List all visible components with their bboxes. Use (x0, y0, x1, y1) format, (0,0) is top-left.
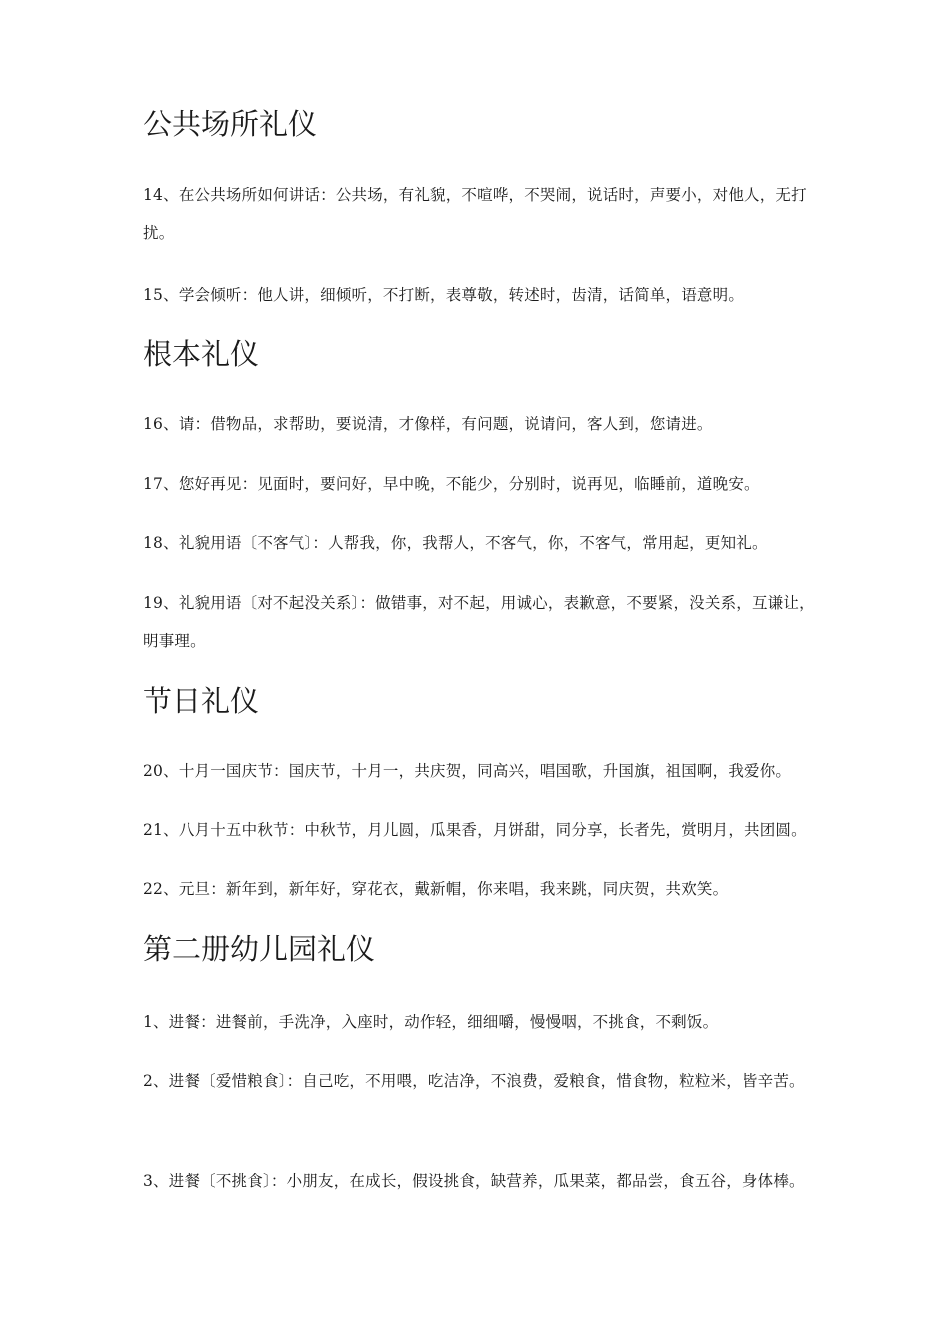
paragraph-item-14: 14、在公共场所如何讲话：公共场，有礼貌，不喧哗，不哭闹，说话时，声要小，对他人，无打扰。 (143, 186, 807, 242)
paragraph-item-16: 16、请：借物品，求帮助，要说清，才像样，有问题，说请问，客人到，您请进。 (143, 415, 713, 433)
paragraph-item-22: 22、元旦：新年到，新年好，穿花衣，戴新帽，你来唱，我来跳，同庆贺，共欢笑。 (143, 880, 729, 898)
section-heading-basic-etiquette: 根本礼仪 (143, 337, 260, 371)
paragraph-item-15: 15、学会倾听：他人讲，细倾听，不打断，表尊敬，转述时，齿清，话简单，语意明。 (143, 286, 745, 304)
paragraph-item-19: 19、礼貌用语〔对不起没关系〕：做错事，对不起，用诚心，表歉意，不要紧，没关系，互谦让，明事理。 (143, 594, 815, 650)
paragraph-item-17: 17、您好再见：见面时，要问好，早中晚，不能少，分别时，说再见，临睡前，道晚安。 (143, 475, 760, 493)
section-heading-holiday-etiquette: 节日礼仪 (143, 684, 260, 718)
paragraph-item-2: 2、进餐〔爱惜粮食〕：自己吃，不用喂，吃洁净，不浪费，爱粮食，惜食物，粒粒米，皆辛苦。 (143, 1072, 805, 1090)
section-heading-public-etiquette: 公共场所礼仪 (143, 107, 318, 141)
paragraph-item-20: 20、十月一国庆节：国庆节，十月一，共庆贺，同高兴，唱国歌，升国旗，祖国啊，我爱你。 (143, 762, 792, 780)
section-heading-kindergarten-book-two: 第二册幼儿园礼仪 (143, 932, 376, 966)
paragraph-item-3: 3、进餐〔不挑食〕：小朋友，在成长，假设挑食，缺营养，瓜果菜，都品尝，食五谷，身体棒。 (143, 1172, 805, 1190)
paragraph-item-21: 21、八月十五中秋节：中秋节，月儿圆，瓜果香，月饼甜，同分享，长者先，赏明月，共团圆。 (143, 821, 807, 839)
paragraph-item-1: 1、进餐：进餐前，手洗净，入座时，动作轻，细细嚼，慢慢咽，不挑食，不剩饭。 (143, 1013, 719, 1031)
paragraph-item-18: 18、礼貌用语〔不客气〕：人帮我，你，我帮人，不客气，你，不客气，常用起，更知礼。 (143, 534, 768, 552)
